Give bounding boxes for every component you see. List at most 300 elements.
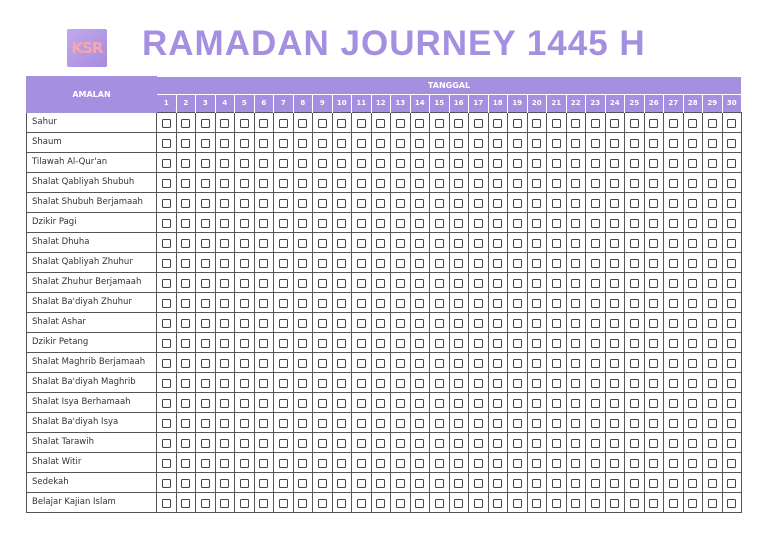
checkbox[interactable] (259, 479, 268, 488)
checkbox[interactable] (532, 159, 541, 168)
checkbox[interactable] (727, 399, 736, 408)
checkbox[interactable] (610, 419, 619, 428)
checkbox[interactable] (493, 179, 502, 188)
checkbox[interactable] (571, 299, 580, 308)
checkbox[interactable] (181, 279, 190, 288)
checkbox[interactable] (220, 419, 229, 428)
checkbox[interactable] (669, 339, 678, 348)
checkbox[interactable] (454, 499, 463, 508)
checkbox[interactable] (240, 419, 249, 428)
checkbox[interactable] (259, 399, 268, 408)
checkbox[interactable] (240, 319, 249, 328)
checkbox[interactable] (513, 459, 522, 468)
checkbox[interactable] (688, 299, 697, 308)
checkbox[interactable] (454, 159, 463, 168)
checkbox[interactable] (201, 479, 210, 488)
checkbox[interactable] (337, 479, 346, 488)
checkbox[interactable] (688, 359, 697, 368)
checkbox[interactable] (727, 119, 736, 128)
checkbox[interactable] (240, 479, 249, 488)
checkbox[interactable] (630, 379, 639, 388)
checkbox[interactable] (571, 159, 580, 168)
checkbox[interactable] (259, 179, 268, 188)
checkbox[interactable] (552, 499, 561, 508)
checkbox[interactable] (181, 199, 190, 208)
checkbox[interactable] (454, 299, 463, 308)
checkbox[interactable] (298, 319, 307, 328)
checkbox[interactable] (279, 479, 288, 488)
checkbox[interactable] (201, 319, 210, 328)
checkbox[interactable] (376, 339, 385, 348)
checkbox[interactable] (513, 319, 522, 328)
checkbox[interactable] (376, 299, 385, 308)
checkbox[interactable] (435, 219, 444, 228)
checkbox[interactable] (552, 439, 561, 448)
checkbox[interactable] (610, 299, 619, 308)
checkbox[interactable] (727, 379, 736, 388)
checkbox[interactable] (220, 319, 229, 328)
checkbox[interactable] (669, 279, 678, 288)
checkbox[interactable] (240, 259, 249, 268)
checkbox[interactable] (298, 459, 307, 468)
checkbox[interactable] (630, 399, 639, 408)
checkbox[interactable] (649, 479, 658, 488)
checkbox[interactable] (649, 399, 658, 408)
checkbox[interactable] (493, 299, 502, 308)
checkbox[interactable] (630, 119, 639, 128)
checkbox[interactable] (279, 119, 288, 128)
checkbox[interactable] (337, 199, 346, 208)
checkbox[interactable] (474, 159, 483, 168)
checkbox[interactable] (513, 359, 522, 368)
checkbox[interactable] (259, 439, 268, 448)
checkbox[interactable] (220, 159, 229, 168)
checkbox[interactable] (493, 239, 502, 248)
checkbox[interactable] (318, 179, 327, 188)
checkbox[interactable] (435, 399, 444, 408)
checkbox[interactable] (532, 339, 541, 348)
checkbox[interactable] (708, 199, 717, 208)
checkbox[interactable] (318, 219, 327, 228)
checkbox[interactable] (201, 259, 210, 268)
checkbox[interactable] (220, 499, 229, 508)
checkbox[interactable] (298, 279, 307, 288)
checkbox[interactable] (532, 399, 541, 408)
checkbox[interactable] (454, 459, 463, 468)
checkbox[interactable] (591, 159, 600, 168)
checkbox[interactable] (649, 239, 658, 248)
checkbox[interactable] (318, 159, 327, 168)
checkbox[interactable] (610, 259, 619, 268)
checkbox[interactable] (493, 459, 502, 468)
checkbox[interactable] (201, 499, 210, 508)
checkbox[interactable] (571, 259, 580, 268)
checkbox[interactable] (649, 319, 658, 328)
checkbox[interactable] (337, 179, 346, 188)
checkbox[interactable] (591, 379, 600, 388)
checkbox[interactable] (259, 259, 268, 268)
checkbox[interactable] (337, 119, 346, 128)
checkbox[interactable] (571, 339, 580, 348)
checkbox[interactable] (513, 479, 522, 488)
checkbox[interactable] (727, 319, 736, 328)
checkbox[interactable] (259, 359, 268, 368)
checkbox[interactable] (630, 459, 639, 468)
checkbox[interactable] (493, 499, 502, 508)
checkbox[interactable] (591, 239, 600, 248)
checkbox[interactable] (591, 439, 600, 448)
checkbox[interactable] (162, 119, 171, 128)
checkbox[interactable] (337, 139, 346, 148)
checkbox[interactable] (298, 419, 307, 428)
checkbox[interactable] (318, 139, 327, 148)
checkbox[interactable] (610, 379, 619, 388)
checkbox[interactable] (532, 199, 541, 208)
checkbox[interactable] (532, 299, 541, 308)
checkbox[interactable] (357, 299, 366, 308)
checkbox[interactable] (435, 339, 444, 348)
checkbox[interactable] (688, 419, 697, 428)
checkbox[interactable] (201, 179, 210, 188)
checkbox[interactable] (532, 479, 541, 488)
checkbox[interactable] (376, 159, 385, 168)
checkbox[interactable] (415, 139, 424, 148)
checkbox[interactable] (201, 159, 210, 168)
checkbox[interactable] (688, 279, 697, 288)
checkbox[interactable] (201, 419, 210, 428)
checkbox[interactable] (591, 179, 600, 188)
checkbox[interactable] (435, 499, 444, 508)
checkbox[interactable] (396, 179, 405, 188)
checkbox[interactable] (630, 179, 639, 188)
checkbox[interactable] (259, 299, 268, 308)
checkbox[interactable] (162, 139, 171, 148)
checkbox[interactable] (318, 239, 327, 248)
checkbox[interactable] (201, 139, 210, 148)
checkbox[interactable] (552, 479, 561, 488)
checkbox[interactable] (630, 139, 639, 148)
checkbox[interactable] (357, 219, 366, 228)
checkbox[interactable] (708, 139, 717, 148)
checkbox[interactable] (415, 339, 424, 348)
checkbox[interactable] (279, 219, 288, 228)
checkbox[interactable] (630, 159, 639, 168)
checkbox[interactable] (591, 339, 600, 348)
checkbox[interactable] (162, 359, 171, 368)
checkbox[interactable] (493, 359, 502, 368)
checkbox[interactable] (532, 259, 541, 268)
checkbox[interactable] (454, 379, 463, 388)
checkbox[interactable] (727, 159, 736, 168)
checkbox[interactable] (162, 159, 171, 168)
checkbox[interactable] (454, 219, 463, 228)
checkbox[interactable] (649, 279, 658, 288)
checkbox[interactable] (259, 379, 268, 388)
checkbox[interactable] (591, 199, 600, 208)
checkbox[interactable] (279, 339, 288, 348)
checkbox[interactable] (318, 419, 327, 428)
checkbox[interactable] (357, 439, 366, 448)
checkbox[interactable] (571, 119, 580, 128)
checkbox[interactable] (357, 199, 366, 208)
checkbox[interactable] (454, 259, 463, 268)
checkbox[interactable] (669, 199, 678, 208)
checkbox[interactable] (279, 239, 288, 248)
checkbox[interactable] (591, 279, 600, 288)
checkbox[interactable] (357, 159, 366, 168)
checkbox[interactable] (279, 279, 288, 288)
checkbox[interactable] (181, 239, 190, 248)
checkbox[interactable] (513, 259, 522, 268)
checkbox[interactable] (474, 479, 483, 488)
checkbox[interactable] (318, 399, 327, 408)
checkbox[interactable] (396, 399, 405, 408)
checkbox[interactable] (493, 199, 502, 208)
checkbox[interactable] (493, 339, 502, 348)
checkbox[interactable] (337, 379, 346, 388)
checkbox[interactable] (669, 239, 678, 248)
checkbox[interactable] (201, 199, 210, 208)
checkbox[interactable] (591, 399, 600, 408)
checkbox[interactable] (298, 219, 307, 228)
checkbox[interactable] (240, 179, 249, 188)
checkbox[interactable] (376, 419, 385, 428)
checkbox[interactable] (708, 359, 717, 368)
checkbox[interactable] (181, 159, 190, 168)
checkbox[interactable] (669, 119, 678, 128)
checkbox[interactable] (688, 319, 697, 328)
checkbox[interactable] (396, 119, 405, 128)
checkbox[interactable] (532, 139, 541, 148)
checkbox[interactable] (474, 279, 483, 288)
checkbox[interactable] (337, 219, 346, 228)
checkbox[interactable] (240, 239, 249, 248)
checkbox[interactable] (337, 359, 346, 368)
checkbox[interactable] (259, 219, 268, 228)
checkbox[interactable] (357, 459, 366, 468)
checkbox[interactable] (513, 139, 522, 148)
checkbox[interactable] (688, 259, 697, 268)
checkbox[interactable] (415, 439, 424, 448)
checkbox[interactable] (493, 399, 502, 408)
checkbox[interactable] (415, 279, 424, 288)
checkbox[interactable] (513, 379, 522, 388)
checkbox[interactable] (181, 219, 190, 228)
checkbox[interactable] (454, 359, 463, 368)
checkbox[interactable] (337, 339, 346, 348)
checkbox[interactable] (396, 419, 405, 428)
checkbox[interactable] (279, 419, 288, 428)
checkbox[interactable] (454, 179, 463, 188)
checkbox[interactable] (298, 499, 307, 508)
checkbox[interactable] (337, 499, 346, 508)
checkbox[interactable] (669, 499, 678, 508)
checkbox[interactable] (610, 339, 619, 348)
checkbox[interactable] (240, 119, 249, 128)
checkbox[interactable] (162, 419, 171, 428)
checkbox[interactable] (435, 239, 444, 248)
checkbox[interactable] (513, 159, 522, 168)
checkbox[interactable] (552, 459, 561, 468)
checkbox[interactable] (376, 319, 385, 328)
checkbox[interactable] (318, 119, 327, 128)
checkbox[interactable] (201, 379, 210, 388)
checkbox[interactable] (493, 419, 502, 428)
checkbox[interactable] (630, 499, 639, 508)
checkbox[interactable] (630, 339, 639, 348)
checkbox[interactable] (201, 459, 210, 468)
checkbox[interactable] (727, 219, 736, 228)
checkbox[interactable] (279, 359, 288, 368)
checkbox[interactable] (708, 239, 717, 248)
checkbox[interactable] (571, 179, 580, 188)
checkbox[interactable] (454, 439, 463, 448)
checkbox[interactable] (435, 279, 444, 288)
checkbox[interactable] (181, 419, 190, 428)
checkbox[interactable] (591, 259, 600, 268)
checkbox[interactable] (630, 359, 639, 368)
checkbox[interactable] (727, 299, 736, 308)
checkbox[interactable] (240, 139, 249, 148)
checkbox[interactable] (181, 259, 190, 268)
checkbox[interactable] (259, 279, 268, 288)
checkbox[interactable] (396, 359, 405, 368)
checkbox[interactable] (162, 459, 171, 468)
checkbox[interactable] (591, 499, 600, 508)
checkbox[interactable] (591, 219, 600, 228)
checkbox[interactable] (708, 339, 717, 348)
checkbox[interactable] (532, 419, 541, 428)
checkbox[interactable] (259, 239, 268, 248)
checkbox[interactable] (532, 179, 541, 188)
checkbox[interactable] (454, 199, 463, 208)
checkbox[interactable] (279, 459, 288, 468)
checkbox[interactable] (318, 359, 327, 368)
checkbox[interactable] (454, 139, 463, 148)
checkbox[interactable] (708, 179, 717, 188)
checkbox[interactable] (162, 259, 171, 268)
checkbox[interactable] (357, 239, 366, 248)
checkbox[interactable] (201, 119, 210, 128)
checkbox[interactable] (318, 299, 327, 308)
checkbox[interactable] (259, 159, 268, 168)
checkbox[interactable] (357, 399, 366, 408)
checkbox[interactable] (669, 359, 678, 368)
checkbox[interactable] (630, 199, 639, 208)
checkbox[interactable] (591, 359, 600, 368)
checkbox[interactable] (610, 119, 619, 128)
checkbox[interactable] (513, 419, 522, 428)
checkbox[interactable] (220, 299, 229, 308)
checkbox[interactable] (571, 399, 580, 408)
checkbox[interactable] (708, 499, 717, 508)
checkbox[interactable] (493, 439, 502, 448)
checkbox[interactable] (552, 159, 561, 168)
checkbox[interactable] (220, 119, 229, 128)
checkbox[interactable] (669, 399, 678, 408)
checkbox[interactable] (279, 259, 288, 268)
checkbox[interactable] (181, 299, 190, 308)
checkbox[interactable] (474, 199, 483, 208)
checkbox[interactable] (591, 139, 600, 148)
checkbox[interactable] (415, 119, 424, 128)
checkbox[interactable] (532, 379, 541, 388)
checkbox[interactable] (376, 479, 385, 488)
checkbox[interactable] (630, 219, 639, 228)
checkbox[interactable] (181, 379, 190, 388)
checkbox[interactable] (708, 379, 717, 388)
checkbox[interactable] (649, 259, 658, 268)
checkbox[interactable] (513, 179, 522, 188)
checkbox[interactable] (630, 319, 639, 328)
checkbox[interactable] (298, 479, 307, 488)
checkbox[interactable] (162, 219, 171, 228)
checkbox[interactable] (415, 219, 424, 228)
checkbox[interactable] (454, 339, 463, 348)
checkbox[interactable] (162, 319, 171, 328)
checkbox[interactable] (259, 419, 268, 428)
checkbox[interactable] (688, 399, 697, 408)
checkbox[interactable] (201, 219, 210, 228)
checkbox[interactable] (298, 159, 307, 168)
checkbox[interactable] (708, 219, 717, 228)
checkbox[interactable] (162, 239, 171, 248)
checkbox[interactable] (571, 499, 580, 508)
checkbox[interactable] (669, 459, 678, 468)
checkbox[interactable] (649, 359, 658, 368)
checkbox[interactable] (298, 199, 307, 208)
checkbox[interactable] (591, 459, 600, 468)
checkbox[interactable] (474, 179, 483, 188)
checkbox[interactable] (318, 499, 327, 508)
checkbox[interactable] (571, 379, 580, 388)
checkbox[interactable] (708, 299, 717, 308)
checkbox[interactable] (220, 479, 229, 488)
checkbox[interactable] (396, 219, 405, 228)
checkbox[interactable] (376, 279, 385, 288)
checkbox[interactable] (727, 199, 736, 208)
checkbox[interactable] (337, 299, 346, 308)
checkbox[interactable] (415, 199, 424, 208)
checkbox[interactable] (552, 199, 561, 208)
checkbox[interactable] (552, 279, 561, 288)
checkbox[interactable] (435, 319, 444, 328)
checkbox[interactable] (279, 299, 288, 308)
checkbox[interactable] (571, 239, 580, 248)
checkbox[interactable] (396, 199, 405, 208)
checkbox[interactable] (649, 459, 658, 468)
checkbox[interactable] (240, 499, 249, 508)
checkbox[interactable] (571, 419, 580, 428)
checkbox[interactable] (318, 259, 327, 268)
checkbox[interactable] (493, 479, 502, 488)
checkbox[interactable] (571, 279, 580, 288)
checkbox[interactable] (688, 459, 697, 468)
checkbox[interactable] (649, 379, 658, 388)
checkbox[interactable] (610, 319, 619, 328)
checkbox[interactable] (220, 339, 229, 348)
checkbox[interactable] (708, 119, 717, 128)
checkbox[interactable] (513, 219, 522, 228)
checkbox[interactable] (376, 119, 385, 128)
checkbox[interactable] (396, 299, 405, 308)
checkbox[interactable] (162, 199, 171, 208)
checkbox[interactable] (493, 219, 502, 228)
checkbox[interactable] (357, 119, 366, 128)
checkbox[interactable] (454, 239, 463, 248)
checkbox[interactable] (435, 119, 444, 128)
checkbox[interactable] (162, 499, 171, 508)
